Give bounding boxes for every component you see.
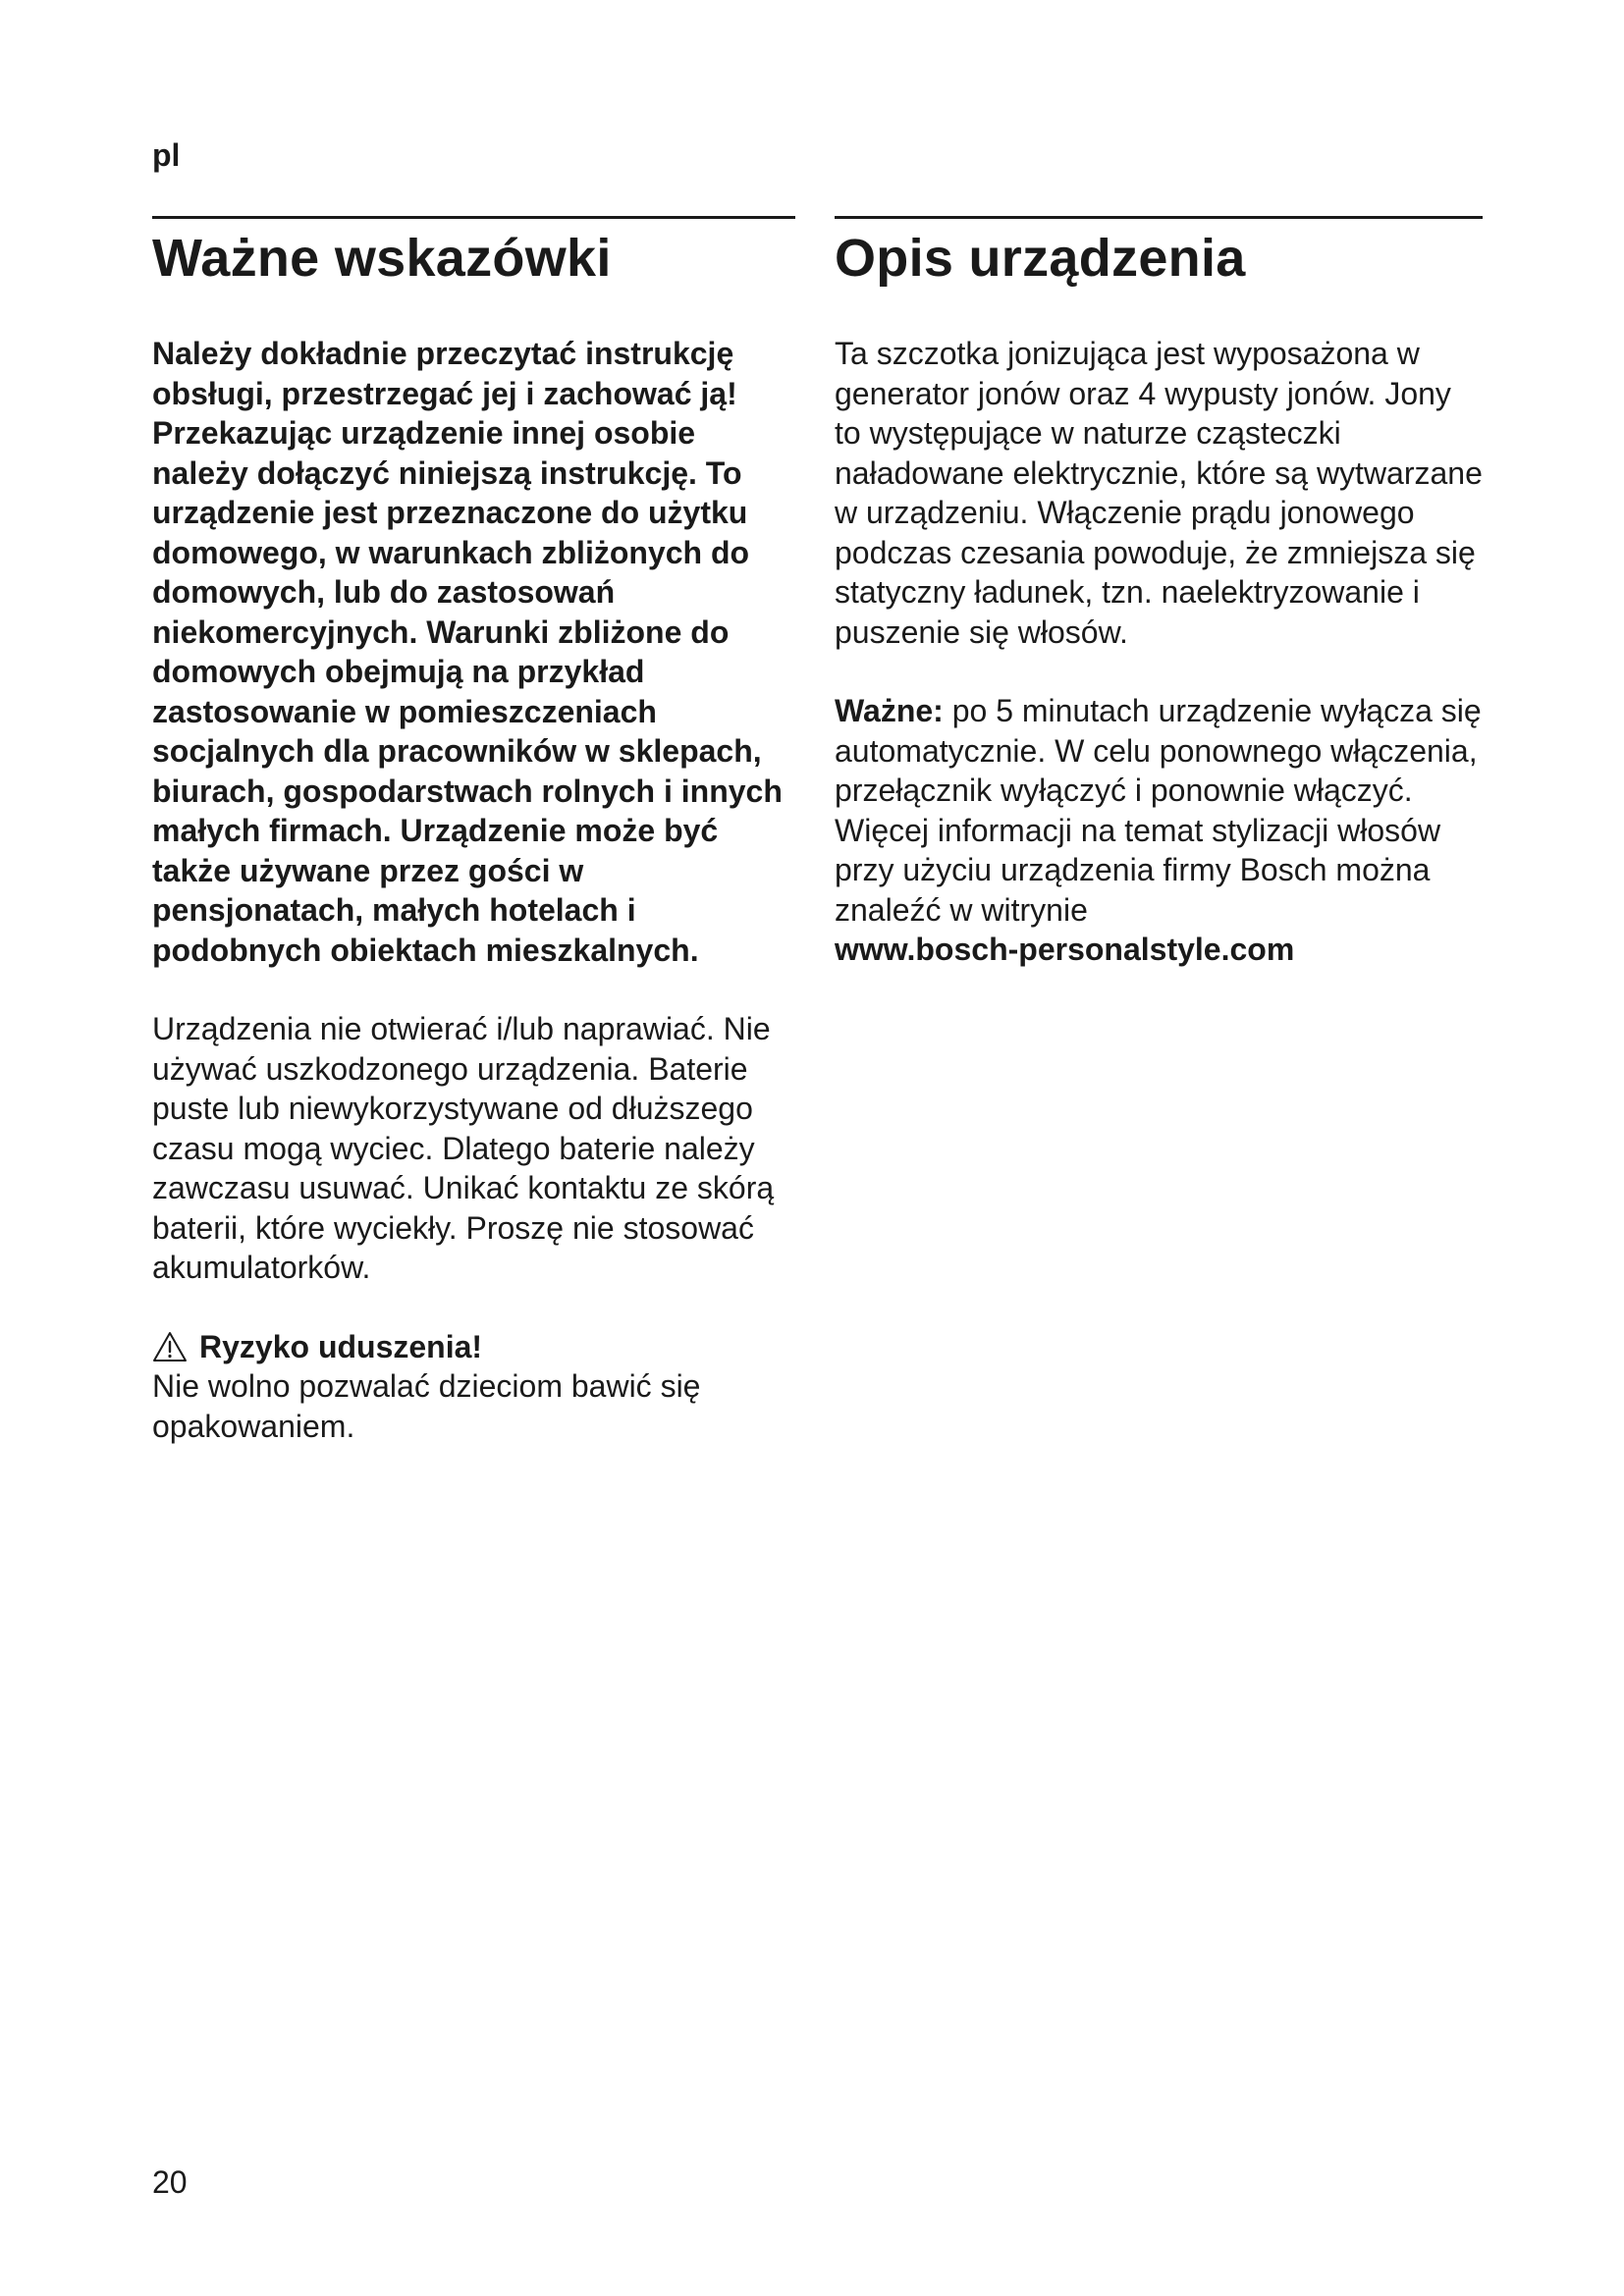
section-title: Ważne wskazówki	[152, 229, 612, 288]
warning-triangle-icon	[152, 1331, 188, 1362]
section-title: Opis urządzenia	[835, 229, 1246, 288]
intro-paragraph: Należy dokładnie przeczytać instrukcję obsługi, przestrzegać jej i zachować ją! Przekazując urządzenie innej osobie należy dołączyć niniejszą instrukcję. To urządzenie jest przeznaczone do użytku domowego, w warunkach zbliżonych do domowych, lub do zastosowań niekomercyjnych. Warunki zbliżone do domowych obejmują na przykład zastosowanie w pomieszczeniach socjalnych dla pracowników w sklepach, biurach, gospodarstwach rolnych i innych małych firmach. Urządzenie może być także używane przez gości w pensjonatach, małych hotelach i podobnych obiektach mieszkalnych.	[152, 336, 783, 968]
device-description-section	[835, 216, 1483, 970]
language-code: pl	[152, 137, 181, 173]
website-link[interactable]: www.bosch-personalstyle.com	[835, 932, 1295, 967]
safety-paragraph: Urządzenia nie otwierać i/lub naprawiać. Nie używać uszkodzonego urządzenia. Baterie puste lub niewykorzystywane od dłuższego czasu mogą wyciec. Dlatego baterie należy zawczasu usuwać. Unikać kontaktu ze skórą baterii, które wyciekły. Proszę nie stosować akumulatorków.	[152, 1011, 775, 1285]
important-notes-section	[152, 216, 795, 1446]
important-text: po 5 minutach urządzenie wyłącza się automatycznie. W celu ponownego włączenia, przełącznik wyłączyć i ponownie włączyć. Więcej informacji na temat stylizacji włosów przy użyciu urządzenia firmy Bosch można znaleźć w witrynie	[835, 693, 1482, 928]
warning-heading	[152, 1327, 795, 1367]
description-paragraph: Ta szczotka jonizująca jest wyposażona w generator jonów oraz 4 wypusty jonów. Jony to występujące w naturze cząsteczki naładowane elektrycznie, które są wytwarzane w urządzeniu. Włączenie prądu jonowego podczas czesania powoduje, że zmniejsza się statyczny ładunek, tzn. naelektryzowanie i puszenie się włosów.	[835, 336, 1483, 650]
warning-title: Ryzyko uduszenia!	[199, 1328, 483, 1364]
warning-block	[152, 1327, 795, 1447]
warning-text: Nie wolno pozwalać dzieciom bawić się opakowaniem.	[152, 1368, 701, 1444]
important-label: Ważne:	[835, 693, 944, 728]
important-paragraph	[835, 691, 1483, 970]
page-number: 20	[152, 2164, 188, 2200]
